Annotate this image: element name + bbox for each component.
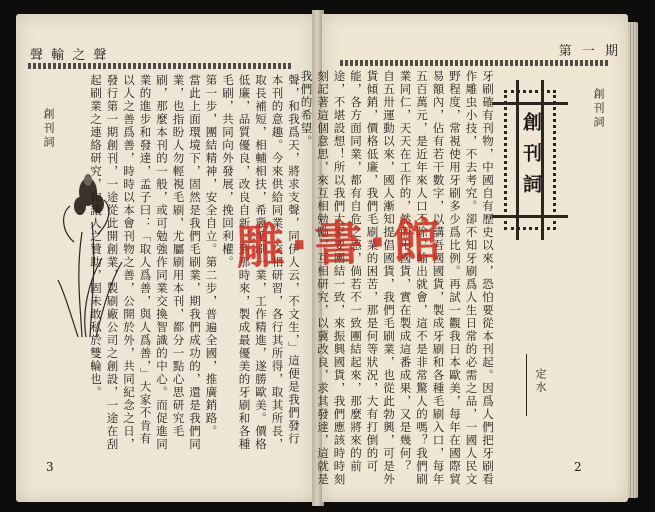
title-frame-bar: [492, 102, 568, 105]
left-running-header: 聲 輸 之 聲: [30, 48, 109, 63]
title-frame-bar: [492, 215, 568, 218]
right-page-number: 2: [574, 460, 582, 474]
page-edges: [628, 22, 638, 498]
left-header-rule: [28, 63, 292, 69]
left-section-label: 創刊詞: [42, 108, 55, 150]
article-title: 創刊詞: [520, 112, 542, 205]
right-header-rule: [340, 60, 610, 66]
author-rule: [526, 354, 527, 416]
library-stamp: 雕·書·館: [235, 212, 448, 276]
title-frame: [504, 90, 556, 230]
right-section-label: 創刊詞: [592, 88, 605, 130]
left-body-text: 聲，和我爲天，將求支聲，同伊人云，不文生，」這便是我們發行本刊的意趣。今來供給同業，交相研習，各行其所得，取其所長，取長補短，相輔相扶，希冀毛刷一業，工作精進，遂勝歐美。價格低廉，品質優良，改良自新，到那時來，製成最優美的牙刷和各種毛刷，共同向外發展，挽回利權。 第一步，團結精神，安全自立。第二步，普遍全國，推廣銷路。 當此上面環境下，固然是我們毛刷業，期我們成功的，還是我們同業，也指盼人勿輕視毛刷，尤屬刷用本刊，都分一點心思研究毛刷，那麼本刊的一般，或可勉強作同業交換智識的中心。而促進同業的進步和發達，孟子曰：「取人爲善，與人爲善，」大家不肯有以人之善爲善，時時以本會刊物之善，公開於外，共同紀念之日，發行第一期創刊，一途從此開創業，製刷廠公司之創設，一途在刮起刷業之連絡研究，和議人之贊助，固未敢私於雙輪也。: [89, 74, 301, 451]
right-body-text: 牙刷確有刊物，中國自有歷史以來，恐怕要從本刊起。因爲人們把牙刷看作雕虫小技，不去考究。卻不知牙刷爲人生日常的必需之品，一國人民文野程度，常視使用牙刷多少爲比例。再試一觀我日本歐美，每年在國際貿易額內，佔有若干數字，以講吾國國貨，製成牙刷和各種毛刷入口，每年五百萬元，是近年來人口不除，輸出就會，這不是非常驚人的嗎？我們刷業同仁，天天在工作的，然而用國貨，實在製成這番成果，又是幾何？ 自五卅運動以來，國人漸知提倡國貨，我們毛刷業，也從此勃興，可是外貨傾銷，價格低廉，我們毛刷業的困苦，那是何等狀況，大有打倒的可能，各方面同業，都有自危之感，倘若不一致團結起來，那麼將來的前途，不堪設想！所以我們大家要團結一致，來振興國貨，我們應該時時刻刻記著這個意思，來互相勉勵，互相研究，以冀改良，求其發達，這就是我們的希望。: [299, 70, 495, 486]
right-running-header: 第 一 期: [558, 44, 621, 59]
left-page-number: 3: [46, 460, 54, 474]
author-name: 定水: [534, 368, 547, 394]
